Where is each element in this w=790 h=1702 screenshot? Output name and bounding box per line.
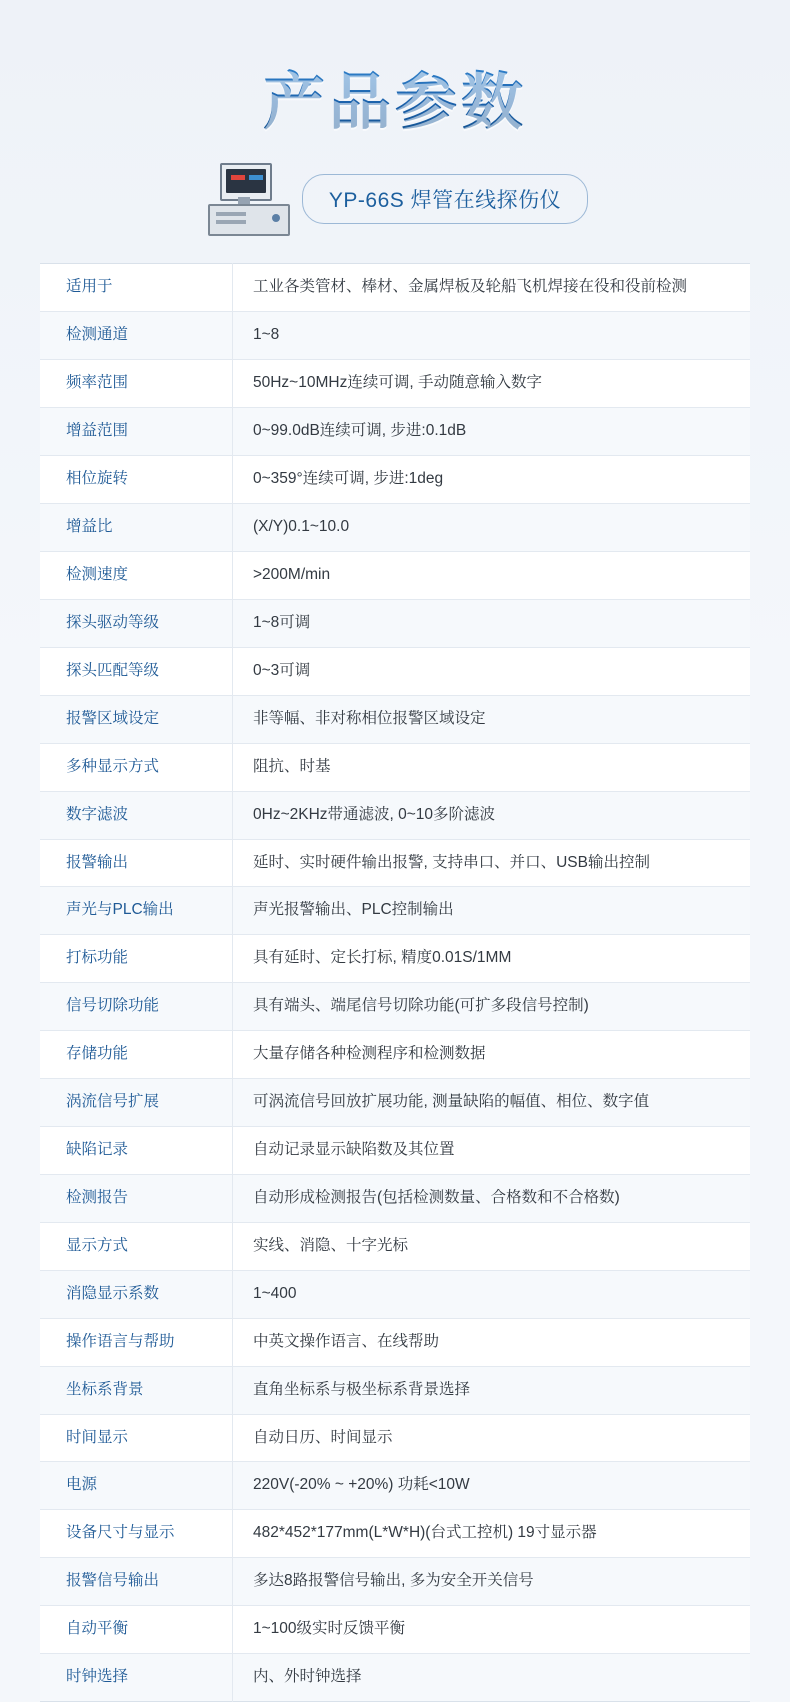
spec-value: 0~99.0dB连续可调, 步进:0.1dB [253,422,467,440]
table-row [40,599,750,647]
table-row [40,1031,750,1079]
spec-value: 阻抗、时基 [253,757,331,775]
table-row [40,1654,750,1702]
spec-value: 482*452*177mm(L*W*H)(台式工控机) 19寸显示器 [253,1524,597,1542]
spec-key: 电源 [40,1462,233,1510]
spec-key: 打标功能 [40,935,233,983]
table-row [40,360,750,408]
spec-value: 自动日历、时间显示 [253,1428,393,1446]
spec-value: >200M/min [253,565,331,583]
spec-key: 检测速度 [40,551,233,599]
table-row [40,695,750,743]
product-header-row [0,163,790,235]
table-row [40,1366,750,1414]
spec-value: 自动形成检测报告(包括检测数量、合格数和不合格数) [253,1188,620,1206]
spec-value: 大量存储各种检测程序和检测数据 [253,1045,486,1063]
spec-value: 50Hz~10MHz连续可调, 手动随意输入数字 [253,374,542,392]
spec-value: 具有端头、端尾信号切除功能(可扩多段信号控制) [253,997,589,1015]
spec-key: 声光与PLC输出 [40,887,233,935]
table-row [40,743,750,791]
spec-value: 直角坐标系与极坐标系背景选择 [253,1380,471,1398]
table-row [40,312,750,360]
spec-value: (X/Y)0.1~10.0 [253,518,350,536]
page-title: 产品参数 [262,68,527,137]
spec-value: 非等幅、非对称相位报警区域设定 [253,709,486,727]
spec-key: 探头驱动等级 [40,599,233,647]
spec-value: 延时、实时硬件输出报警, 支持串口、并口、USB输出控制 [253,853,650,871]
table-row [40,504,750,552]
table-row [40,1606,750,1654]
spec-value: 1~8可调 [253,613,311,631]
spec-value: 内、外时钟选择 [253,1668,362,1686]
spec-value: 声光报警输出、PLC控制输出 [253,901,454,919]
table-row [40,1270,750,1318]
spec-value: 中英文操作语言、在线帮助 [253,1332,440,1350]
spec-value: 可涡流信号回放扩展功能, 测量缺陷的幅值、相位、数字值 [253,1093,650,1111]
spec-key: 信号切除功能 [40,983,233,1031]
spec-value: 0Hz~2KHz带通滤波, 0~10多阶滤波 [253,805,496,823]
spec-key: 坐标系背景 [40,1366,233,1414]
table-row [40,1558,750,1606]
spec-key: 检测报告 [40,1174,233,1222]
table-row [40,1318,750,1366]
spec-key: 增益比 [40,504,233,552]
spec-value: 220V(-20% ~ +20%) 功耗<10W [253,1476,470,1494]
spec-key: 显示方式 [40,1222,233,1270]
table-row [40,887,750,935]
spec-key: 设备尺寸与显示 [40,1510,233,1558]
spec-key: 操作语言与帮助 [40,1318,233,1366]
spec-value: 1~100级实时反馈平衡 [253,1620,406,1638]
spec-value: 自动记录显示缺陷数及其位置 [253,1141,455,1159]
table-row [40,1510,750,1558]
spec-key: 时间显示 [40,1414,233,1462]
table-row [40,839,750,887]
table-row [40,647,750,695]
spec-key: 消隐显示系数 [40,1270,233,1318]
spec-key: 适用于 [40,264,233,312]
spec-key: 探头匹配等级 [40,647,233,695]
table-row [40,264,750,312]
table-row [40,408,750,456]
spec-value: 0~359°连续可调, 步进:1deg [253,470,444,488]
spec-value: 0~3可调 [253,661,311,679]
table-row [40,791,750,839]
spec-key: 存储功能 [40,1031,233,1079]
table-row [40,1222,750,1270]
spec-value: 1~8 [253,326,280,344]
spec-key: 相位旋转 [40,456,233,504]
spec-value: 工业各类管材、棒材、金属焊板及轮船飞机焊接在役和役前检测 [253,278,688,296]
table-row [40,1462,750,1510]
spec-key: 增益范围 [40,408,233,456]
spec-key: 缺陷记录 [40,1127,233,1175]
spec-key: 涡流信号扩展 [40,1079,233,1127]
spec-value: 实线、消隐、十字光标 [253,1236,409,1254]
table-row [40,935,750,983]
table-row [40,1414,750,1462]
spec-key: 自动平衡 [40,1606,233,1654]
spec-key: 数字滤波 [40,791,233,839]
spec-key: 多种显示方式 [40,743,233,791]
spec-value: 多达8路报警信号输出, 多为安全开关信号 [253,1572,534,1590]
table-row [40,551,750,599]
table-row [40,456,750,504]
table-row [40,1174,750,1222]
spec-table [40,263,750,1702]
desktop-computer-icon [202,163,294,235]
table-row [40,1127,750,1175]
spec-key: 报警区域设定 [40,695,233,743]
spec-value: 具有延时、定长打标, 精度0.01S/1MM [253,949,512,967]
spec-key: 时钟选择 [40,1654,233,1702]
spec-key: 报警信号输出 [40,1558,233,1606]
title-section [0,0,790,137]
spec-key: 检测通道 [40,312,233,360]
spec-key: 频率范围 [40,360,233,408]
table-row [40,983,750,1031]
spec-key: 报警输出 [40,839,233,887]
spec-value: 1~400 [253,1284,297,1302]
product-name-badge: YP-66S 焊管在线探伤仪 [302,174,588,224]
table-row [40,1079,750,1127]
